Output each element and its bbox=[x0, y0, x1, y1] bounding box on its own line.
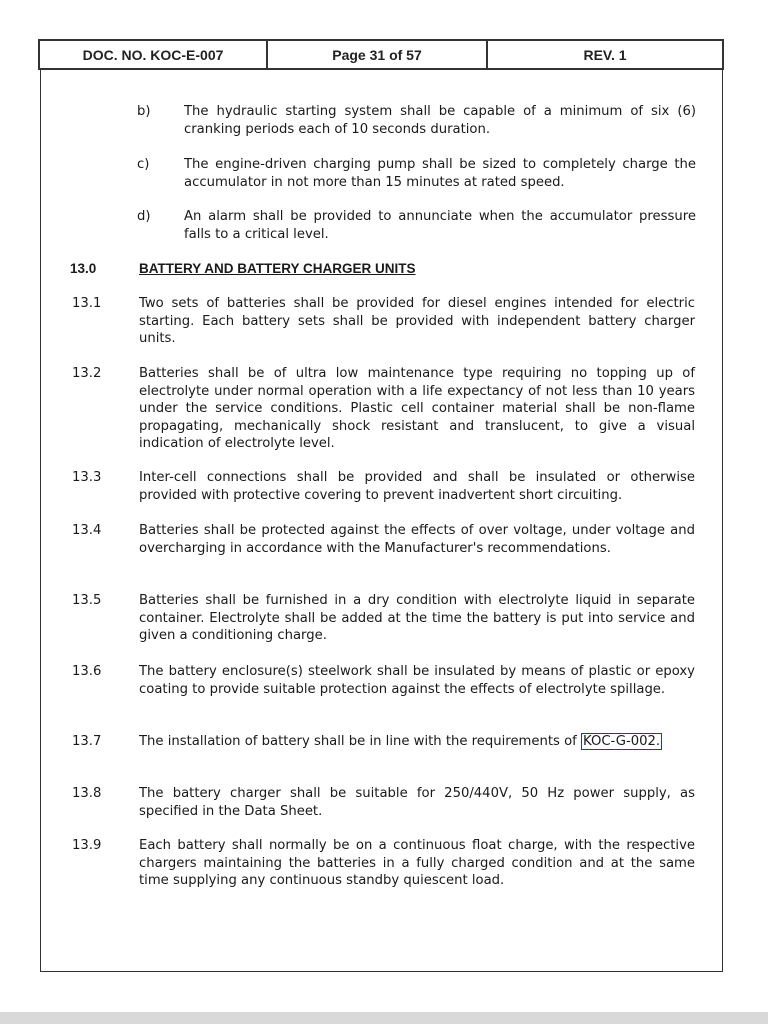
sub-item-letter: c) bbox=[137, 157, 150, 172]
sub-item-letter: d) bbox=[137, 209, 151, 224]
clause-text: Two sets of batteries shall be provided for diesel engines intended for electric starting. Each battery sets shall be provided with independent battery charger units. bbox=[139, 296, 695, 346]
clause-text-body: The installation of battery shall be in line with the requirements of bbox=[139, 734, 577, 749]
clause-text bbox=[139, 733, 695, 751]
doc-number: DOC. NO. KOC-E-007 bbox=[40, 41, 268, 68]
clause-number: 13.1 bbox=[72, 296, 102, 311]
section-title: BATTERY AND BATTERY CHARGER UNITS bbox=[139, 261, 416, 276]
revision: REV. 1 bbox=[583, 46, 627, 63]
clause-text: Batteries shall be protected against the effects of over voltage, under voltage and overcharging in accordance with the Manufacturer's recommendations. bbox=[139, 523, 695, 556]
clause-text: Each battery shall normally be on a continuous float charge, with the respective chargers maintaining the batteries in a fully charged condition and at the same time supplying any continuous standby quiescent load. bbox=[139, 838, 695, 888]
clause-number: 13.5 bbox=[72, 593, 102, 608]
clause-number: 13.7 bbox=[72, 734, 102, 749]
sub-item-text: The hydraulic starting system shall be capable of a minimum of six (6) cranking periods each of 10 seconds duration. bbox=[184, 104, 696, 137]
clause-text: Batteries shall be furnished in a dry condition with electrolyte liquid in separate container. Electrolyte shall be added at the time the battery is put into service and given a conditioning charge. bbox=[139, 593, 695, 643]
clause-text: Batteries shall be of ultra low maintenance type requiring no topping up of electrolyte under normal operation with a life expectancy of not less than 10 years under the service conditions. Plastic cell container material shall be non-flame propagating, mechanically shock resistant and translucent, to give a visual indication of electrolyte level. bbox=[139, 366, 695, 451]
document-header bbox=[38, 39, 724, 70]
viewer-bottom-bar bbox=[0, 1012, 768, 1024]
clause-number: 13.2 bbox=[72, 366, 102, 381]
sub-item-text: An alarm shall be provided to annunciate when the accumulator pressure falls to a critical level. bbox=[184, 209, 696, 242]
clause-text: The battery enclosure(s) steelwork shall be insulated by means of plastic or epoxy coating to provide suitable protection against the effects of electrolyte spillage. bbox=[139, 664, 695, 697]
clause-number: 13.8 bbox=[72, 786, 102, 801]
sub-item-text: The engine-driven charging pump shall be sized to completely charge the accumulator in not more than 15 minutes at rated speed. bbox=[184, 157, 696, 190]
clause-number: 13.3 bbox=[72, 470, 102, 485]
clause-text: Inter-cell connections shall be provided and shall be insulated or otherwise provided with protective covering to prevent inadvertent short circuiting. bbox=[139, 470, 695, 503]
section-number: 13.0 bbox=[70, 261, 97, 276]
clause-number: 13.9 bbox=[72, 838, 102, 853]
clause-text: The battery charger shall be suitable for 250/440V, 50 Hz power supply, as specified in the Data Sheet. bbox=[139, 786, 695, 819]
reference-link-koc-g-002[interactable]: KOC-G-002. bbox=[583, 734, 661, 749]
page-number: Page 31 of 57 bbox=[268, 41, 488, 68]
clause-number: 13.6 bbox=[72, 664, 102, 679]
sub-item-letter: b) bbox=[137, 104, 151, 119]
clause-number: 13.4 bbox=[72, 523, 102, 538]
